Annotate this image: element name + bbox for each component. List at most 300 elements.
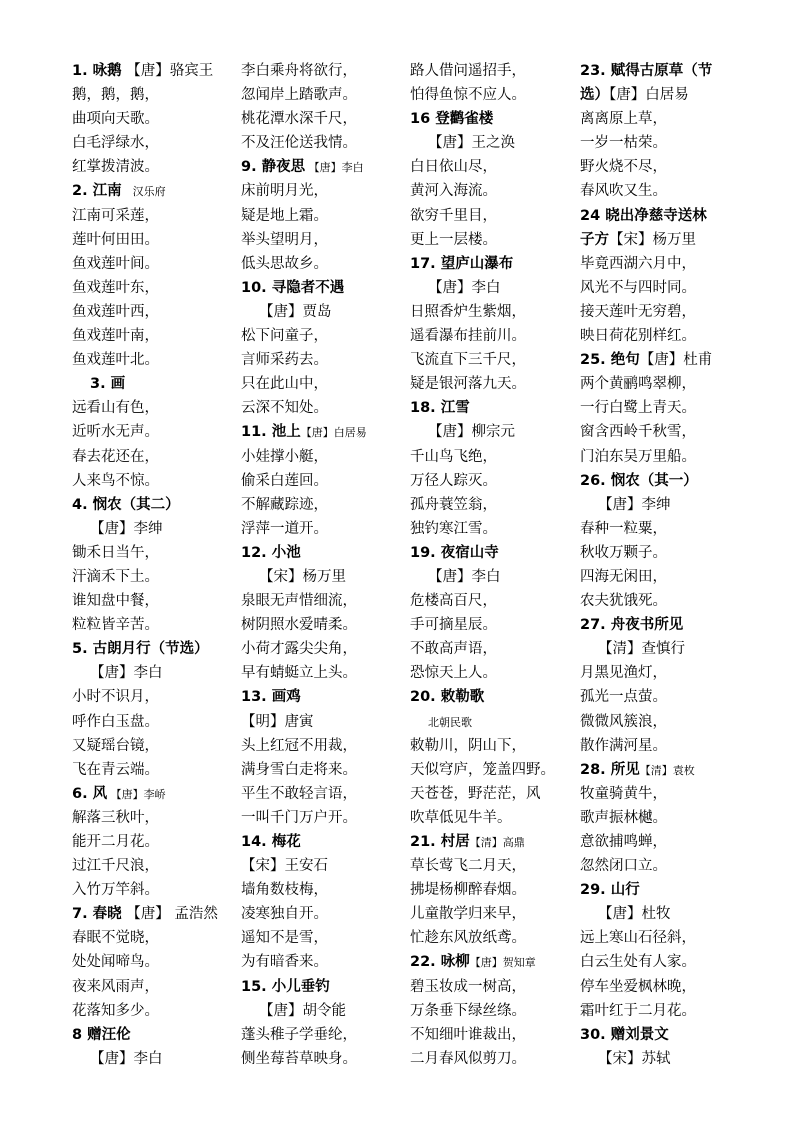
poem-line xyxy=(241,637,409,661)
poem-text: 夜来风雨声， xyxy=(72,978,159,995)
poem-text: 鹅，鹅，鹅， xyxy=(72,87,159,104)
poem-text: 【唐】柳宗元 xyxy=(428,424,515,441)
poem-text: 一行白鹭上青天。 xyxy=(580,400,696,417)
poem-line xyxy=(241,445,409,469)
poem-title: 选） xyxy=(580,87,609,104)
poem-title-line xyxy=(580,204,748,228)
poem-text: 遥看瀑布挂前川。 xyxy=(410,328,526,345)
poem-text: 儿童散学归来早， xyxy=(410,906,526,923)
poem-text: 【唐】李白 xyxy=(90,665,163,682)
poem-line xyxy=(580,950,748,974)
poem-author: 【唐】李白 xyxy=(305,161,364,175)
poem-title-line xyxy=(410,541,578,565)
poem-line xyxy=(241,613,409,637)
poem-line xyxy=(410,637,578,661)
poem-title-line xyxy=(72,782,240,806)
poem-line xyxy=(72,83,240,107)
poem-text: 只在此山中， xyxy=(241,376,328,393)
poem-text: 窗含西岭千秋雪， xyxy=(580,424,696,441)
poem-line xyxy=(410,276,578,300)
poem-text: 歌声振林樾。 xyxy=(580,809,667,826)
poem-text: 映日荷花别样红。 xyxy=(580,328,696,345)
poem-text: 飞流直下三千尺， xyxy=(410,352,526,369)
poem-title: 24 晓出净慈寺送林 xyxy=(580,207,707,224)
poem-title-line xyxy=(72,637,240,661)
poem-title: 10. 寻隐者不遇 xyxy=(241,279,345,296)
poem-line xyxy=(410,589,578,613)
poem-title: 8 赠汪伦 xyxy=(72,1026,131,1043)
poem-title-line xyxy=(580,59,748,83)
poem-line xyxy=(241,999,409,1023)
poem-title: 11. 池上 xyxy=(241,424,301,441)
poem-line xyxy=(72,613,240,637)
poem-line xyxy=(580,830,748,854)
poem-title-line xyxy=(241,541,409,565)
poem-text: 小时不识月， xyxy=(72,689,159,706)
poem-line xyxy=(410,565,578,589)
poem-line xyxy=(410,469,578,493)
poem-line xyxy=(580,517,748,541)
poem-line xyxy=(241,83,409,107)
poem-line xyxy=(72,517,240,541)
poem-text: 欲穷千里目， xyxy=(410,207,497,224)
poem-line xyxy=(241,758,409,782)
poem-line xyxy=(410,228,578,252)
poem-line xyxy=(241,372,409,396)
poem-text: 鱼戏莲叶北。 xyxy=(72,352,159,369)
poem-line xyxy=(72,878,240,902)
poem-author: 【唐】李峤 xyxy=(107,787,166,801)
poem-text: 白毛浮绿水， xyxy=(72,135,159,152)
poem-line xyxy=(241,324,409,348)
poem-line xyxy=(580,107,748,131)
poem-line xyxy=(580,396,748,420)
poem-text: 日照香炉生紫烟， xyxy=(410,303,526,320)
poem-line xyxy=(580,782,748,806)
poem-line xyxy=(580,324,748,348)
poem-line xyxy=(72,396,240,420)
poem-line xyxy=(72,806,240,830)
poem-text: 解落三秋叶， xyxy=(72,809,159,826)
poem-line xyxy=(241,710,409,734)
poem-line xyxy=(72,155,240,179)
poem-text: 草长莺飞二月天， xyxy=(410,858,526,875)
poem-text: 汗滴禾下土。 xyxy=(72,568,159,585)
poem-title-line xyxy=(410,252,578,276)
poem-text: 【清】查慎行 xyxy=(598,641,685,658)
poem-text: 低头思故乡。 xyxy=(241,255,328,272)
poem-line xyxy=(410,59,578,83)
poem-title-line xyxy=(241,420,409,444)
poem-text: 离离原上草， xyxy=(580,111,667,128)
poem-line xyxy=(241,878,409,902)
poem-title-line xyxy=(72,59,240,83)
poem-title-line xyxy=(72,1023,240,1047)
poem-title: 22. 咏柳 xyxy=(410,954,470,971)
poem-text: 墙角数枝梅， xyxy=(241,882,328,899)
poem-line xyxy=(410,300,578,324)
poem-line xyxy=(410,493,578,517)
poem-line xyxy=(410,131,578,155)
poem-line xyxy=(580,131,748,155)
poem-text: 春风吹又生。 xyxy=(580,183,667,200)
poem-line xyxy=(72,276,240,300)
poem-line xyxy=(410,854,578,878)
poem-text: 侧坐莓苔草映身。 xyxy=(241,1050,357,1067)
poem-text: 不知细叶谁裁出， xyxy=(410,1026,526,1043)
poem-line xyxy=(410,710,578,734)
poem-line xyxy=(241,348,409,372)
poem-text: 门泊东吴万里船。 xyxy=(580,448,696,465)
poem-title-line xyxy=(580,83,748,107)
poem-title-line xyxy=(410,107,578,131)
poem-line xyxy=(72,228,240,252)
poem-text: 泉眼无声惜细流， xyxy=(241,593,357,610)
poem-line xyxy=(410,348,578,372)
poem-line xyxy=(72,1047,240,1071)
poem-title: 26. 悯农（其一） xyxy=(580,472,698,489)
poem-text: 李白乘舟将欲行， xyxy=(241,63,357,79)
poem-title: 25. 绝句 xyxy=(580,352,640,369)
poem-line xyxy=(241,300,409,324)
poem-title: 9. 静夜思 xyxy=(241,159,306,176)
poem-text: 怕得鱼惊不应人。 xyxy=(410,87,526,104)
poem-line xyxy=(241,565,409,589)
poem-text: 【宋】苏轼 xyxy=(598,1050,671,1067)
poem-title: 5. 古朗月行（节选） xyxy=(72,641,209,658)
poem-text: 独钓寒江雪。 xyxy=(410,520,497,537)
poem-line xyxy=(580,999,748,1023)
poem-line xyxy=(241,59,409,83)
poem-text: 蓬头稚子学垂纶， xyxy=(241,1026,357,1043)
poem-text: 过江千尺浪， xyxy=(72,858,159,875)
poem-line xyxy=(72,854,240,878)
poem-text: 处处闻啼鸟。 xyxy=(72,954,159,971)
poem-text: 凌寒独自开。 xyxy=(241,906,328,923)
poem-text: 满身雪白走将来。 xyxy=(241,761,357,778)
poem-text: 意欲捕鸣蝉， xyxy=(580,834,667,850)
poem-line xyxy=(410,517,578,541)
poem-text: 二月春风似剪刀。 xyxy=(410,1050,526,1067)
poem-text: 孤舟蓑笠翁， xyxy=(410,496,497,513)
poem-title-line xyxy=(241,155,409,179)
poem-line xyxy=(72,661,240,685)
poem-title-line xyxy=(580,469,748,493)
poem-title: 13. 画鸡 xyxy=(241,689,301,706)
column-1 xyxy=(72,59,240,1071)
poem-line xyxy=(241,734,409,758)
poem-title-line xyxy=(410,396,578,420)
column-4 xyxy=(580,59,748,1071)
poem-text: 万径人踪灭。 xyxy=(410,472,497,489)
poem-line xyxy=(580,637,748,661)
poem-line xyxy=(72,926,240,950)
poem-text: 言师采药去。 xyxy=(241,352,328,369)
poem-line xyxy=(241,854,409,878)
poem-text: 【宋】王安石 xyxy=(241,858,328,875)
poem-line xyxy=(410,204,578,228)
poem-title: 2. 江南 xyxy=(72,183,122,200)
poem-text: 【唐】李白 xyxy=(428,279,501,296)
poem-text: 平生不敢轻言语， xyxy=(241,785,357,802)
poem-title-line xyxy=(580,228,748,252)
poem-text: 【唐】李白 xyxy=(428,568,501,585)
poem-line xyxy=(241,469,409,493)
poem-author: 【唐】 孟浩然 xyxy=(121,906,218,923)
poem-text: 松下问童子， xyxy=(241,328,328,345)
poem-text: 吹草低见牛羊。 xyxy=(410,809,512,826)
poem-title-line xyxy=(241,276,409,300)
poem-title: 7. 春晓 xyxy=(72,906,122,923)
poem-text: 风光不与四时同。 xyxy=(580,279,696,296)
poem-text: 疑是地上霜。 xyxy=(241,207,328,224)
poem-line xyxy=(580,806,748,830)
poem-title-line xyxy=(410,830,578,854)
poem-title-line xyxy=(410,950,578,974)
poem-line xyxy=(72,975,240,999)
poem-title: 16 登鹳雀楼 xyxy=(410,111,494,128)
poem-line xyxy=(410,975,578,999)
poem-text: 近听水无声。 xyxy=(72,424,159,441)
poem-line xyxy=(410,372,578,396)
poem-title: 27. 舟夜书所见 xyxy=(580,617,684,634)
poem-text: 碧玉妆成一树高， xyxy=(410,978,526,995)
poem-text: 【唐】杜牧 xyxy=(598,906,671,923)
poem-text: 春眠不觉晓， xyxy=(72,930,159,947)
poem-line xyxy=(241,1023,409,1047)
poem-text: 花落知多少。 xyxy=(72,1002,159,1019)
poem-line xyxy=(72,999,240,1023)
poem-title: 6. 风 xyxy=(72,785,108,802)
poem-line xyxy=(410,999,578,1023)
poem-text: 敕勒川，阴山下， xyxy=(410,737,526,754)
poem-text: 黄河入海流。 xyxy=(410,183,497,200)
poem-line xyxy=(72,541,240,565)
poem-text: 天似穹庐，笼盖四野。 xyxy=(410,761,555,778)
poem-line xyxy=(241,782,409,806)
poem-title-line xyxy=(72,372,240,396)
poem-title-line xyxy=(72,902,240,926)
poem-text: 莲叶何田田。 xyxy=(72,231,159,248)
poem-text: 红掌拨清波。 xyxy=(72,159,159,176)
poem-line xyxy=(241,661,409,685)
poem-title: 17. 望庐山瀑布 xyxy=(410,255,514,272)
poem-text: 四海无闲田， xyxy=(580,568,667,585)
poem-line xyxy=(72,204,240,228)
poem-text: 江南可采莲， xyxy=(72,207,159,224)
poem-title-line xyxy=(72,493,240,517)
poem-title-line xyxy=(241,830,409,854)
poem-line xyxy=(410,902,578,926)
poem-text: 北朝民歌 xyxy=(428,715,472,729)
poem-line xyxy=(241,950,409,974)
poem-text: 又疑瑶台镜， xyxy=(72,737,159,754)
poem-text: 树阴照水爱晴柔。 xyxy=(241,617,357,634)
poem-title-line xyxy=(410,685,578,709)
poem-text: 手可摘星辰。 xyxy=(410,617,497,634)
poem-line xyxy=(410,155,578,179)
poem-title: 28. 所见 xyxy=(580,761,640,778)
poem-line xyxy=(241,179,409,203)
poem-text: 为有暗香来。 xyxy=(241,954,328,971)
poem-line xyxy=(72,758,240,782)
poem-text: 飞在青云端。 xyxy=(72,761,159,778)
poem-line xyxy=(410,926,578,950)
poem-title: 29. 山行 xyxy=(580,882,640,899)
column-3 xyxy=(410,59,578,1071)
poem-text: 微微风簇浪， xyxy=(580,713,667,730)
poem-text: 【唐】王之涣 xyxy=(428,135,515,152)
poem-line xyxy=(72,107,240,131)
poem-line xyxy=(241,228,409,252)
poem-title-line xyxy=(580,878,748,902)
poem-text: 疑是银河落九天。 xyxy=(410,376,526,393)
poem-text: 更上一层楼。 xyxy=(410,231,497,248)
poem-text: 散作满河星。 xyxy=(580,737,667,754)
poem-text: 野火烧不尽， xyxy=(580,159,667,176)
poem-line xyxy=(410,758,578,782)
poem-text: 呼作白玉盘。 xyxy=(72,713,159,730)
poem-line xyxy=(580,854,748,878)
poem-text: 一岁一枯荣。 xyxy=(580,135,667,152)
poem-line xyxy=(72,710,240,734)
poem-text: 农夫犹饿死。 xyxy=(580,593,667,610)
poem-text: 举头望明月， xyxy=(241,231,328,248)
poem-text: 床前明月光， xyxy=(241,183,328,200)
poem-line xyxy=(580,1047,748,1071)
poem-text: 秋收万颗子。 xyxy=(580,544,667,561)
poem-author: 【宋】杨万里 xyxy=(609,231,696,248)
poem-text: 桃花潭水深千尺， xyxy=(241,111,357,128)
poem-author: 【唐】杜甫 xyxy=(639,352,713,369)
poem-line xyxy=(410,445,578,469)
poem-text: 接天莲叶无穷碧， xyxy=(580,303,696,320)
poem-text: 千山鸟飞绝， xyxy=(410,448,497,465)
poem-line xyxy=(580,493,748,517)
poem-line xyxy=(72,324,240,348)
poem-text: 曲项向天歌。 xyxy=(72,111,159,128)
poem-author: 汉乐府 xyxy=(121,185,166,199)
poem-line xyxy=(241,517,409,541)
poem-line xyxy=(580,372,748,396)
poem-title-line xyxy=(241,975,409,999)
poem-line xyxy=(241,493,409,517)
poem-title-line xyxy=(241,685,409,709)
poem-text: 头上红冠不用裁， xyxy=(241,737,357,754)
poem-text: 【唐】李绅 xyxy=(90,520,163,537)
poem-title: 4. 悯农（其二） xyxy=(72,496,180,513)
poem-text: 鱼戏莲叶东， xyxy=(72,279,159,296)
poem-text: 一叫千门万户开。 xyxy=(241,809,357,826)
poem-text: 【唐】胡令能 xyxy=(259,1002,346,1019)
poem-author: 【唐】贺知章 xyxy=(469,956,536,970)
poem-title: 1. 咏鹅 xyxy=(72,63,122,79)
poem-title-line xyxy=(72,179,240,203)
column-2 xyxy=(241,59,409,1071)
poem-text: 拂堤杨柳醉春烟。 xyxy=(410,882,526,899)
poem-text: 危楼高百尺， xyxy=(410,593,497,610)
poem-line xyxy=(580,685,748,709)
poem-text: 不敢高声语， xyxy=(410,641,497,658)
poem-text: 鱼戏莲叶间。 xyxy=(72,255,159,272)
poem-line xyxy=(72,420,240,444)
poem-text: 白云生处有人家。 xyxy=(580,954,696,971)
poem-text: 入竹万竿斜。 xyxy=(72,882,159,899)
poem-text: 【唐】李绅 xyxy=(598,496,671,513)
poem-line xyxy=(410,83,578,107)
poem-line xyxy=(580,902,748,926)
poem-text: 恐惊天上人。 xyxy=(410,665,497,682)
poem-author: 【清】袁枚 xyxy=(639,763,695,777)
poem-line xyxy=(241,926,409,950)
poem-author: 【唐】白居易 xyxy=(609,87,689,104)
poem-line xyxy=(72,685,240,709)
poem-text: 偷采白莲回。 xyxy=(241,472,328,489)
poem-line xyxy=(580,565,748,589)
poem-text: 孤光一点萤。 xyxy=(580,689,667,706)
poem-line xyxy=(72,734,240,758)
poem-text: 远上寒山石径斜， xyxy=(580,930,696,947)
poem-title: 3. 画 xyxy=(90,376,126,393)
poem-line xyxy=(580,661,748,685)
poem-text: 人来鸟不惊。 xyxy=(72,472,159,489)
poem-title: 14. 梅花 xyxy=(241,834,301,850)
poem-line xyxy=(580,155,748,179)
poem-line xyxy=(410,878,578,902)
poem-line xyxy=(580,445,748,469)
poem-text: 霜叶红于二月花。 xyxy=(580,1002,696,1019)
poem-text: 忙趁东风放纸鸢。 xyxy=(410,930,526,947)
poem-line xyxy=(410,1023,578,1047)
poem-line xyxy=(72,445,240,469)
poem-text: 小荷才露尖尖角， xyxy=(241,641,357,658)
poem-title: 12. 小池 xyxy=(241,544,301,561)
poem-title: 20. 敕勒歌 xyxy=(410,689,485,706)
poem-author: 【唐】白居易 xyxy=(300,426,367,440)
poem-line xyxy=(72,348,240,372)
poem-text: 【唐】贾岛 xyxy=(259,303,332,320)
poem-text: 【唐】李白 xyxy=(90,1050,163,1067)
poem-text: 鱼戏莲叶西， xyxy=(72,303,159,320)
poem-title: 21. 村居 xyxy=(410,834,470,850)
poem-text: 谁知盘中餐， xyxy=(72,593,159,610)
poem-line xyxy=(72,252,240,276)
poem-line xyxy=(580,926,748,950)
poem-line xyxy=(580,252,748,276)
poem-line xyxy=(410,1047,578,1071)
poem-text: 【明】唐寅 xyxy=(241,713,314,730)
poem-text: 鱼戏莲叶南， xyxy=(72,328,159,345)
poem-text: 不解藏踪迹， xyxy=(241,496,328,513)
poem-text: 路人借问遥招手， xyxy=(410,63,526,79)
poem-author: 【唐】骆宾王 xyxy=(121,63,214,79)
poem-line xyxy=(72,589,240,613)
poem-title-line xyxy=(580,758,748,782)
poem-line xyxy=(410,324,578,348)
poem-text: 云深不知处。 xyxy=(241,400,328,417)
poem-line xyxy=(241,1047,409,1071)
poem-author: 【清】高鼎 xyxy=(469,836,525,849)
poem-line xyxy=(580,179,748,203)
poem-title-line xyxy=(580,1023,748,1047)
poem-text: 遥知不是雪， xyxy=(241,930,328,947)
poem-title: 18. 江雪 xyxy=(410,400,470,417)
poem-text: 能开二月花。 xyxy=(72,834,159,850)
poem-line xyxy=(72,469,240,493)
poem-line xyxy=(410,613,578,637)
poem-text: 粒粒皆辛苦。 xyxy=(72,617,159,634)
poem-line xyxy=(580,710,748,734)
